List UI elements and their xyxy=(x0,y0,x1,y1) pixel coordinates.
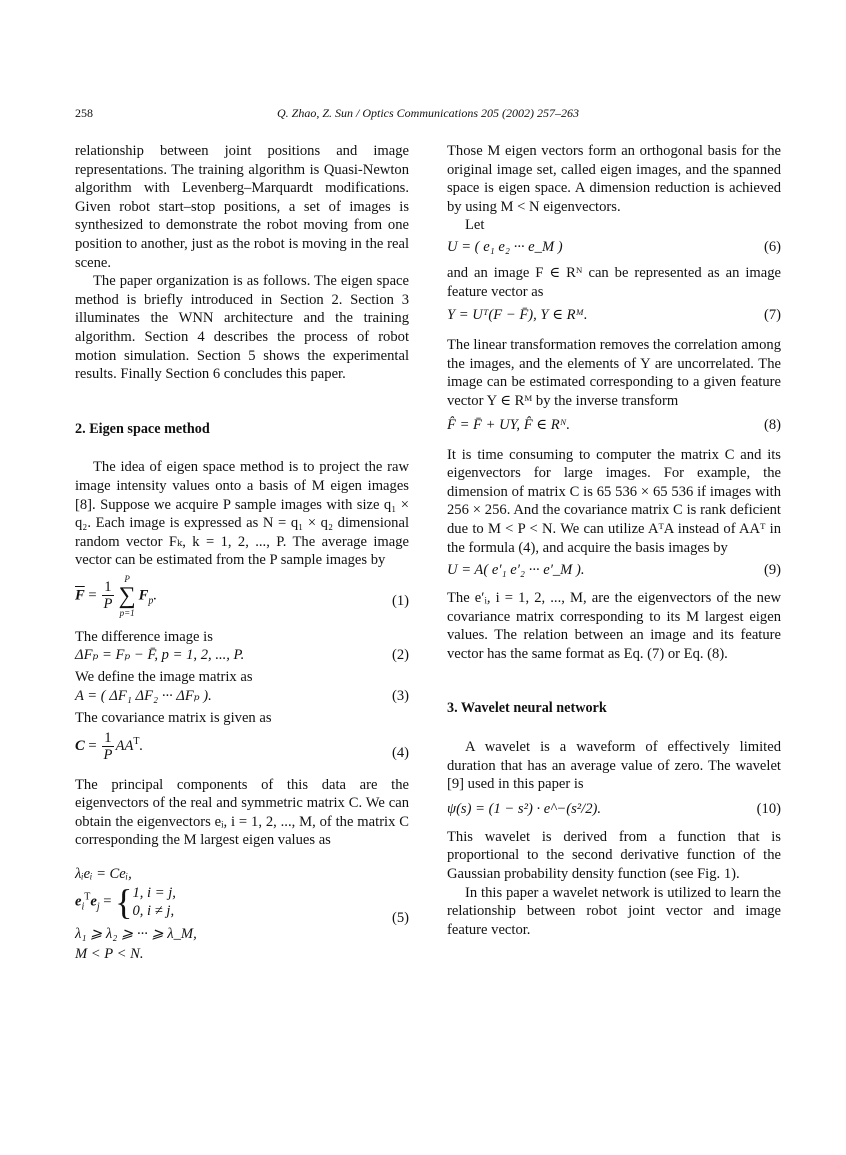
equation-number: (7) xyxy=(763,307,781,324)
equation-number: (3) xyxy=(391,688,409,705)
paragraph: relationship between joint positions and image representations. The training algorithm is Quasi-Newton algorithm with Levenberg–Marquardt modifications. Given robot start–stop positions, a set of images is synthesized to demonstrate the robot moving from one position to another, just as the robot is moving in the real scene. xyxy=(75,143,409,271)
left-column xyxy=(75,142,409,974)
equation-number: (8) xyxy=(763,416,781,433)
equation-number: (1) xyxy=(391,592,409,609)
equation-text: ψ(s) = (1 − s²) · e^−(s²/2). xyxy=(447,800,602,817)
equation-number: (5) xyxy=(391,910,409,927)
paragraph: The e′ᵢ, i = 1, 2, ..., M, are the eigenvectors of the new covariance matrix corresponding to its M largest eigen values. The relation between an image and its feature vector has the same format as Eq. (7) or Eq. (8). xyxy=(447,590,781,662)
equation-1: $\overline{F}$ = $\frac{1}{P}$ P ∑ p=1 $F_p$. (1) xyxy=(75,573,409,618)
paragraph: The idea of eigen space method is to project the raw image intensity values onto a basis of M eigen images [8]. Suppose we acquire P sample images with size q₁ × q₂. Each image is expressed as N = q₁ × q₂ dimensional random vector Fₖ, k = 1, 2, ..., P. The average image vector can be estimated from the P sample images by xyxy=(75,459,409,569)
running-title: Q. Zhao, Z. Sun / Optics Communications 205 (2002) 257–263 xyxy=(276,106,579,120)
equation-text: Y = Uᵀ(F − F̄), Y ∈ Rᴹ. xyxy=(447,307,588,324)
equation-text: ΔFₚ = Fₚ − F̄, p = 1, 2, ..., P. xyxy=(75,647,245,664)
equation-case: 1, i = j, xyxy=(132,885,176,902)
paragraph: It is time consuming to computer the matrix C and its eigenvectors for large images. For example, the dimension of matrix C is 65 536 × 65 536 if images with 256 × 256. And the covariance matrix C is rank deficient due to M < P < N. We can utilize AᵀA instead of AAᵀ in the formula (4), and acquire the basis images by xyxy=(447,446,781,556)
equation-7 xyxy=(447,301,781,336)
right-column xyxy=(447,142,781,939)
page-header xyxy=(75,106,781,126)
equation-9 xyxy=(447,557,781,589)
section-heading: 3. Wavelet neural network xyxy=(447,700,607,717)
equation-number: (6) xyxy=(763,238,781,255)
equation-number: (9) xyxy=(763,562,781,579)
paragraph: This wavelet is derived from a function that is proportional to the second derivative function of the Gaussian probability density function (see Fig. 1). xyxy=(447,828,781,883)
paragraph: In this paper a wavelet network is utilized to learn the relationship between robot joint vector and image feature vector. xyxy=(447,884,781,938)
equation-2 xyxy=(75,646,409,668)
equation-number: (4) xyxy=(391,744,409,761)
equation-number: (2) xyxy=(391,647,409,664)
equation-case: 0, i ≠ j, xyxy=(132,903,175,920)
section-heading: 2. Eigen space method xyxy=(75,420,210,437)
paragraph: The covariance matrix is given as xyxy=(75,710,272,727)
paragraph: We define the image matrix as xyxy=(75,669,253,686)
paragraph: Let xyxy=(465,217,485,234)
page-number: 258 xyxy=(75,106,93,120)
equation-text: F̂ = F̄ + UY, F̂ ∈ Rᴺ. xyxy=(447,416,571,433)
equation-5: λᵢeᵢ = Ceᵢ, $e_i^Te_j$ = { 1, i = j, 0, i ≠ j, λ₁ ⩾ λ₂ ⩾ ··· ⩾ λ_M, M < P < N. (5) xyxy=(75,866,409,963)
paragraph: Those M eigen vectors form an orthogonal basis for the original image set, called eigen images, and the spanned space is eigen space. A dimension reduction is achieved by using M < N eigenvectors. xyxy=(447,143,781,215)
paragraph: The paper organization is as follows. The eigen space method is briefly introduced in Section 2. Section 3 illuminates the WNN architecture and the training algorithm. Section 4 describes the process of robot motion simulation. Section 5 shows the experimental results. Finally Section 6 concludes this paper. xyxy=(75,273,409,383)
equation-10 xyxy=(447,794,781,828)
equation-8 xyxy=(447,411,781,446)
paragraph: The linear transformation removes the correlation among the images, and the elements of Y are uncorrelated. The image can be estimated corresponding to a given feature vector Y ∈ Rᴹ by the inverse transform xyxy=(447,337,781,409)
equation-4: C = $\frac{1}{P}$ $AA^T$. (4) xyxy=(75,729,409,763)
equation-text: U = A( e′₁ e′₂ ··· e′_M ). xyxy=(447,562,585,579)
equation-text: A = ( ΔF₁ ΔF₂ ··· ΔFₚ ). xyxy=(75,688,212,705)
equation-line: λ₁ ⩾ λ₂ ⩾ ··· ⩾ λ_M, xyxy=(75,926,197,943)
equation-6 xyxy=(447,235,781,264)
paragraph: The difference image is xyxy=(75,628,213,645)
equation-line: λᵢeᵢ = Ceᵢ, xyxy=(75,866,132,883)
equation-line: M < P < N. xyxy=(75,946,144,963)
paragraph: A wavelet is a waveform of effectively limited duration that has an average value of zero. The wavelet [9] used in this paper is xyxy=(447,739,781,793)
paragraph: and an image F ∈ Rᴺ can be represented as an image feature vector as xyxy=(447,264,781,300)
equation-3 xyxy=(75,687,409,709)
equation-number: (10) xyxy=(756,800,781,817)
equation-text: U = ( e₁ e₂ ··· e_M ) xyxy=(447,238,563,255)
paragraph: The principal components of this data are the eigenvectors of the real and symmetric matrix C. We can obtain the eigenvectors eᵢ, i = 1, 2, ..., M, of the matrix C corresponding the M largest eigen values as xyxy=(75,776,409,849)
